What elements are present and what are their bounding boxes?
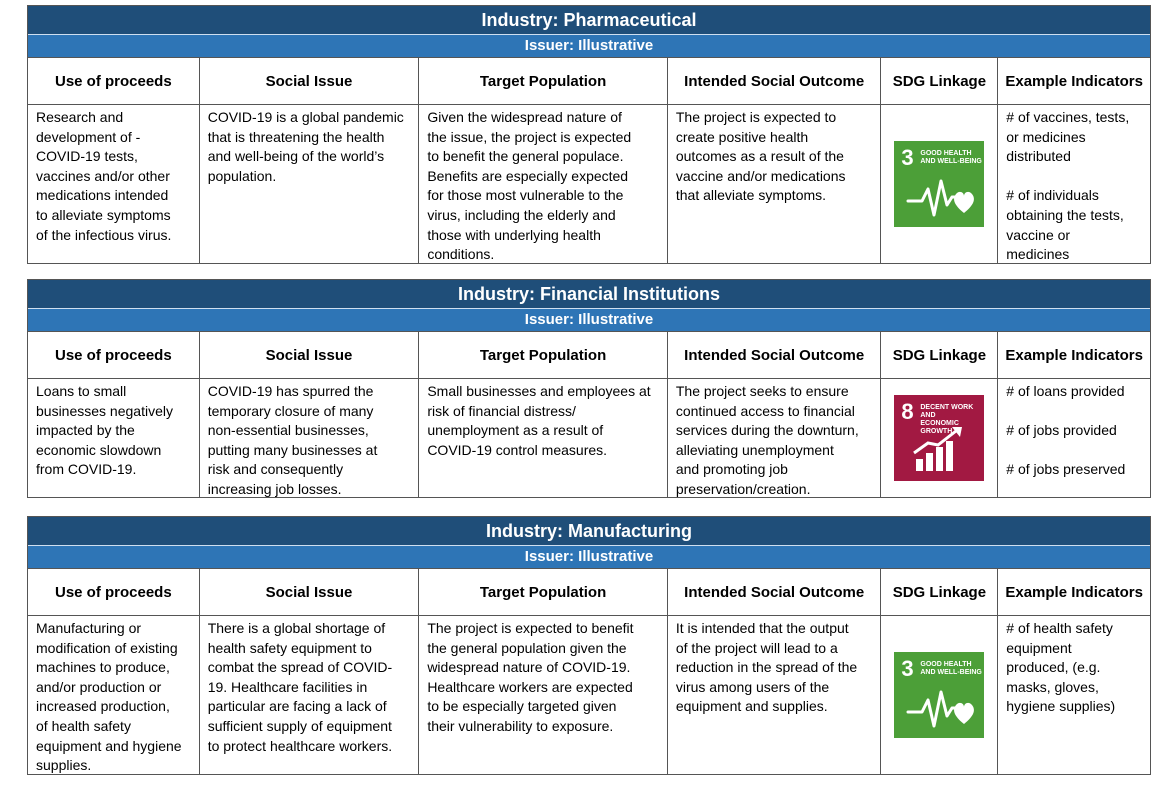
cell-line: increasing job losses. — [207, 480, 342, 497]
example-indicators-cell — [998, 379, 1150, 497]
cell-line: that is threatening the health — [207, 128, 385, 145]
use-of-proceeds-cell — [28, 379, 200, 497]
issuer-subtitle: Issuer: Illustrative — [28, 545, 1150, 568]
cell-line: Manufacturing or — [36, 620, 142, 636]
industry-table — [27, 516, 1151, 775]
cell-line: The project is expected to benefit — [427, 620, 634, 636]
table-row — [28, 105, 1150, 263]
target-population-header: Target Population — [419, 332, 668, 378]
cell-line: modification of existing — [36, 639, 178, 656]
cell-line: impacted by the — [36, 422, 135, 439]
target-population-header: Target Population — [419, 58, 668, 104]
use-of-proceeds-header: Use of proceeds — [28, 569, 200, 615]
cell-line: and/or production or — [36, 678, 162, 695]
cell-line: produced, (e.g. — [1006, 659, 1101, 676]
cell-line — [1006, 167, 1143, 187]
cell-line: those with underlying health — [427, 226, 601, 243]
industry-title: Industry: Manufacturing — [28, 517, 1150, 545]
cell-line: COVID-19 control measures. — [427, 441, 608, 458]
cell-line: distributed — [1006, 148, 1071, 165]
cell-line: from COVID-19. — [36, 461, 137, 478]
social-outcome-cell — [668, 105, 882, 263]
sdg-linkage-cell — [881, 616, 998, 774]
sdg-linkage-header: SDG Linkage — [881, 58, 998, 104]
social-outcome-header: Intended Social Outcome — [668, 58, 882, 104]
cell-line: COVID-19 has spurred the — [207, 383, 374, 399]
cell-line: supplies. — [36, 757, 92, 774]
cell-line: widespread nature of COVID-19. — [427, 659, 631, 676]
cell-line: Healthcare workers are expected — [427, 678, 633, 695]
cell-line: non-essential businesses, — [207, 422, 369, 439]
social-outcome-cell — [668, 379, 882, 497]
cell-line: to benefit the general populace. — [427, 148, 624, 165]
cell-line: of the project will lead to a — [675, 639, 838, 656]
header-row — [28, 57, 1150, 105]
cell-line: to protect healthcare workers. — [207, 737, 393, 754]
cell-line: Loans to small — [36, 383, 127, 399]
cell-line: create positive health — [675, 128, 809, 145]
cell-line: health safety equipment to — [207, 639, 372, 656]
cell-line: It is intended that the output — [675, 620, 849, 636]
cell-line: # of jobs preserved — [1006, 461, 1126, 478]
cell-line: sufficient supply of equipment — [207, 717, 392, 734]
cell-line — [1006, 402, 1143, 422]
cell-line: equipment and hygiene — [36, 737, 182, 754]
target-population-cell — [419, 379, 668, 497]
cell-line: Small businesses and employees at — [427, 383, 651, 399]
table-row — [28, 379, 1150, 497]
cell-line: Research and — [36, 109, 124, 125]
cell-line: unemployment as a result of — [427, 422, 604, 439]
sdg-badge — [894, 141, 984, 227]
sdg-goal-line: ECONOMIC GROWTH — [920, 420, 959, 435]
cell-line: development of - — [36, 128, 141, 145]
sdg-goal-line: AND WELL-BEING — [920, 669, 982, 676]
social-outcome-header: Intended Social Outcome — [668, 332, 882, 378]
header-row — [28, 568, 1150, 616]
cell-line: for those most vulnerable to the — [427, 187, 624, 204]
cell-line: outcomes as a result of the — [675, 148, 844, 165]
sdg-goal-name — [920, 661, 982, 677]
target-population-cell — [419, 105, 668, 263]
cell-line: and promoting job — [675, 461, 788, 478]
cell-line: virus among users of the — [675, 678, 830, 695]
cell-line: increased production, — [36, 698, 170, 715]
cell-line: # of individuals — [1006, 187, 1099, 204]
cell-line: risk of financial distress/ — [427, 402, 576, 419]
cell-line: There is a global shortage of — [207, 620, 386, 636]
cell-line: the general population given the — [427, 639, 627, 656]
cell-line — [1006, 441, 1143, 461]
cell-line: # of loans provided — [1006, 383, 1125, 399]
cell-line: and well-being of the world’s — [207, 148, 385, 165]
cell-line: # of vaccines, tests, — [1006, 109, 1130, 125]
social-issue-header: Social Issue — [200, 569, 420, 615]
sdg-linkage-header: SDG Linkage — [881, 569, 998, 615]
sdg-goal-line: GOOD HEALTH — [920, 661, 972, 668]
cell-line: that alleviate symptoms. — [675, 187, 827, 204]
cell-line: continued access to financial — [675, 402, 855, 419]
cell-line: masks, gloves, — [1006, 678, 1099, 695]
industry-table — [27, 279, 1151, 498]
example-indicators-header: Example Indicators — [1005, 346, 1143, 364]
cell-line: population. — [207, 167, 277, 184]
sdg-linkage-cell — [881, 379, 998, 497]
sdg-number: 8 — [901, 399, 914, 424]
use-of-proceeds-header: Use of proceeds — [28, 332, 200, 378]
cell-line: particular are facing a lack of — [207, 698, 387, 715]
social-issue-header: Social Issue — [200, 332, 420, 378]
cell-line: or medicines — [1006, 128, 1086, 145]
cell-line: to be especially targeted given — [427, 698, 617, 715]
cell-line: The project seeks to ensure — [675, 383, 849, 399]
sdg-linkage-cell — [881, 105, 998, 263]
cell-line: services during the downturn, — [675, 422, 859, 439]
cell-line: COVID-19 is a global pandemic — [207, 109, 404, 125]
header-row — [28, 331, 1150, 379]
example-indicators-cell — [998, 105, 1150, 263]
cell-line: their vulnerability to exposure. — [427, 717, 614, 734]
cell-line: # of jobs provided — [1006, 422, 1117, 439]
cell-line: economic slowdown — [36, 441, 162, 458]
sdg-linkage-header: SDG Linkage — [881, 332, 998, 378]
cell-line: combat the spread of COVID- — [207, 659, 393, 676]
cell-line: of the infectious virus. — [36, 226, 172, 243]
example-indicators-header: Example Indicators — [1005, 583, 1143, 601]
cell-line: medicines — [1006, 246, 1070, 263]
cell-line: 19. Healthcare facilities in — [207, 678, 368, 695]
cell-line: Benefits are especially expected — [427, 167, 629, 184]
sdg-badge — [894, 395, 984, 481]
cell-line: the issue, the project is expected — [427, 128, 632, 145]
target-population-cell — [419, 616, 668, 774]
cell-line: equipment and supplies. — [675, 698, 828, 715]
cell-line: Given the widespread nature of — [427, 109, 622, 125]
example-indicators-header: Example Indicators — [1005, 72, 1143, 90]
cell-line: risk and consequently — [207, 461, 344, 478]
use-of-proceeds-cell — [28, 105, 200, 263]
issuer-subtitle: Issuer: Illustrative — [28, 308, 1150, 331]
social-issue-cell — [200, 379, 420, 497]
sdg-goal-line: DECENT WORK AND — [920, 404, 974, 419]
target-population-header: Target Population — [419, 569, 668, 615]
social-outcome-cell — [668, 616, 882, 774]
cell-line: alleviating unemployment — [675, 441, 834, 458]
social-issue-header: Social Issue — [200, 58, 420, 104]
cell-line: preservation/creation. — [675, 480, 811, 497]
cell-line: The project is expected to — [675, 109, 837, 125]
sdg-badge — [894, 652, 984, 738]
cell-line: obtaining the tests, — [1006, 206, 1124, 223]
cell-line: reduction in the spread of the — [675, 659, 858, 676]
cell-line: virus, including the elderly and — [427, 206, 616, 223]
social-outcome-header: Intended Social Outcome — [668, 569, 882, 615]
sdg-goal-line: GOOD HEALTH — [920, 150, 972, 157]
cell-line: putting many businesses at — [207, 441, 378, 458]
table-row — [28, 616, 1150, 774]
cell-line: vaccine or — [1006, 226, 1071, 243]
cell-line: medications intended — [36, 187, 169, 204]
sdg-goal-name — [920, 150, 982, 166]
cell-line: temporary closure of many — [207, 402, 374, 419]
use-of-proceeds-cell — [28, 616, 200, 774]
social-issue-cell — [200, 616, 420, 774]
cell-line: COVID-19 tests, — [36, 148, 138, 165]
cell-line: vaccine and/or medications — [675, 167, 846, 184]
cell-line: businesses negatively — [36, 402, 173, 419]
cell-line: conditions. — [427, 246, 495, 263]
cell-line: of health safety — [36, 717, 131, 734]
sdg-goal-name — [920, 404, 982, 436]
cell-line: # of health safety — [1006, 620, 1113, 636]
cell-line: hygiene supplies) — [1006, 698, 1116, 715]
cell-line: machines to produce, — [36, 659, 170, 676]
social-issue-cell — [200, 105, 420, 263]
industry-title: Industry: Financial Institutions — [28, 280, 1150, 308]
sdg-number: 3 — [901, 656, 914, 681]
example-indicators-cell — [998, 616, 1150, 774]
use-of-proceeds-header: Use of proceeds — [28, 58, 200, 104]
cell-line: to alleviate symptoms — [36, 206, 171, 223]
industry-title: Industry: Pharmaceutical — [28, 6, 1150, 34]
sdg-goal-line: AND WELL-BEING — [920, 158, 982, 165]
sdg-number: 3 — [901, 145, 914, 170]
cell-line: vaccines and/or other — [36, 167, 170, 184]
issuer-subtitle: Issuer: Illustrative — [28, 34, 1150, 57]
cell-line: equipment — [1006, 639, 1072, 656]
industry-table — [27, 5, 1151, 264]
